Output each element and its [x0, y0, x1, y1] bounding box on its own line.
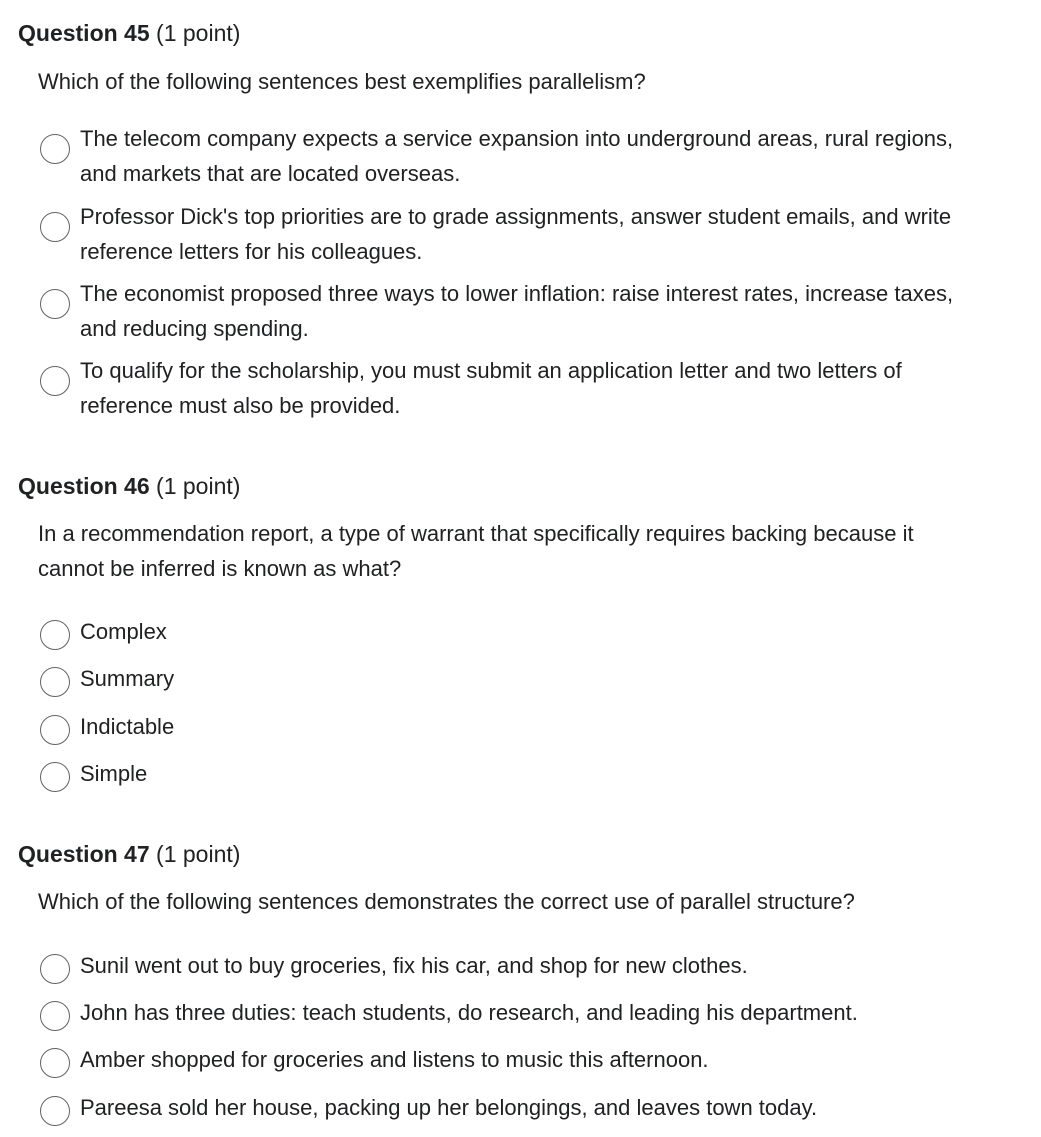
answer-option-label: Simple [80, 761, 148, 786]
answer-option-label: John has three duties: teach students, do research, and leading his department. [80, 1000, 858, 1025]
radio-button[interactable] [40, 366, 70, 396]
question-prompt: In a recommendation report, a type of warrant that specifically requires backing because it cannot be inferred is known as what? [38, 521, 914, 581]
question-prompt: Which of the following sentences demonstrates the correct use of parallel structure? [38, 889, 855, 914]
radio-button[interactable] [40, 1096, 70, 1126]
answer-option-label: Pareesa sold her house, packing up her belongings, and leaves town today. [80, 1095, 818, 1120]
answer-option-label: The telecom company expects a service expansion into underground areas, rural regions, and markets that are located overseas. [80, 126, 954, 186]
radio-button[interactable] [40, 134, 70, 164]
answer-option-label: Summary [80, 666, 175, 691]
answer-option-label: Indictable [80, 714, 175, 739]
question-header [18, 840, 240, 868]
radio-button[interactable] [40, 212, 70, 242]
answer-option-label: Complex [80, 619, 167, 644]
radio-button[interactable] [40, 715, 70, 745]
question-number: Question 46 [18, 473, 150, 499]
radio-button[interactable] [40, 1048, 70, 1078]
question-points: (1 point) [156, 473, 241, 499]
question-number: Question 45 [18, 20, 150, 46]
radio-button[interactable] [40, 762, 70, 792]
question-header [18, 472, 240, 500]
radio-button[interactable] [40, 620, 70, 650]
question-header [18, 19, 240, 47]
radio-button[interactable] [40, 289, 70, 319]
radio-button[interactable] [40, 667, 70, 697]
answer-option-label: Amber shopped for groceries and listens to music this afternoon. [80, 1047, 709, 1072]
answer-option-label: The economist proposed three ways to lower inflation: raise interest rates, increase taxes, and reducing spending. [80, 281, 954, 341]
answer-option-label: Professor Dick's top priorities are to grade assignments, answer student emails, and write reference letters for his colleagues. [80, 204, 952, 264]
question-points: (1 point) [156, 841, 241, 867]
radio-button[interactable] [40, 1001, 70, 1031]
question-prompt: Which of the following sentences best exemplifies parallelism? [38, 69, 646, 94]
answer-option-label: To qualify for the scholarship, you must submit an application letter and two letters of reference must also be provided. [80, 358, 902, 418]
answer-option-label: Sunil went out to buy groceries, fix his car, and shop for new clothes. [80, 953, 748, 978]
question-points: (1 point) [156, 20, 241, 46]
radio-button[interactable] [40, 954, 70, 984]
question-number: Question 47 [18, 841, 150, 867]
